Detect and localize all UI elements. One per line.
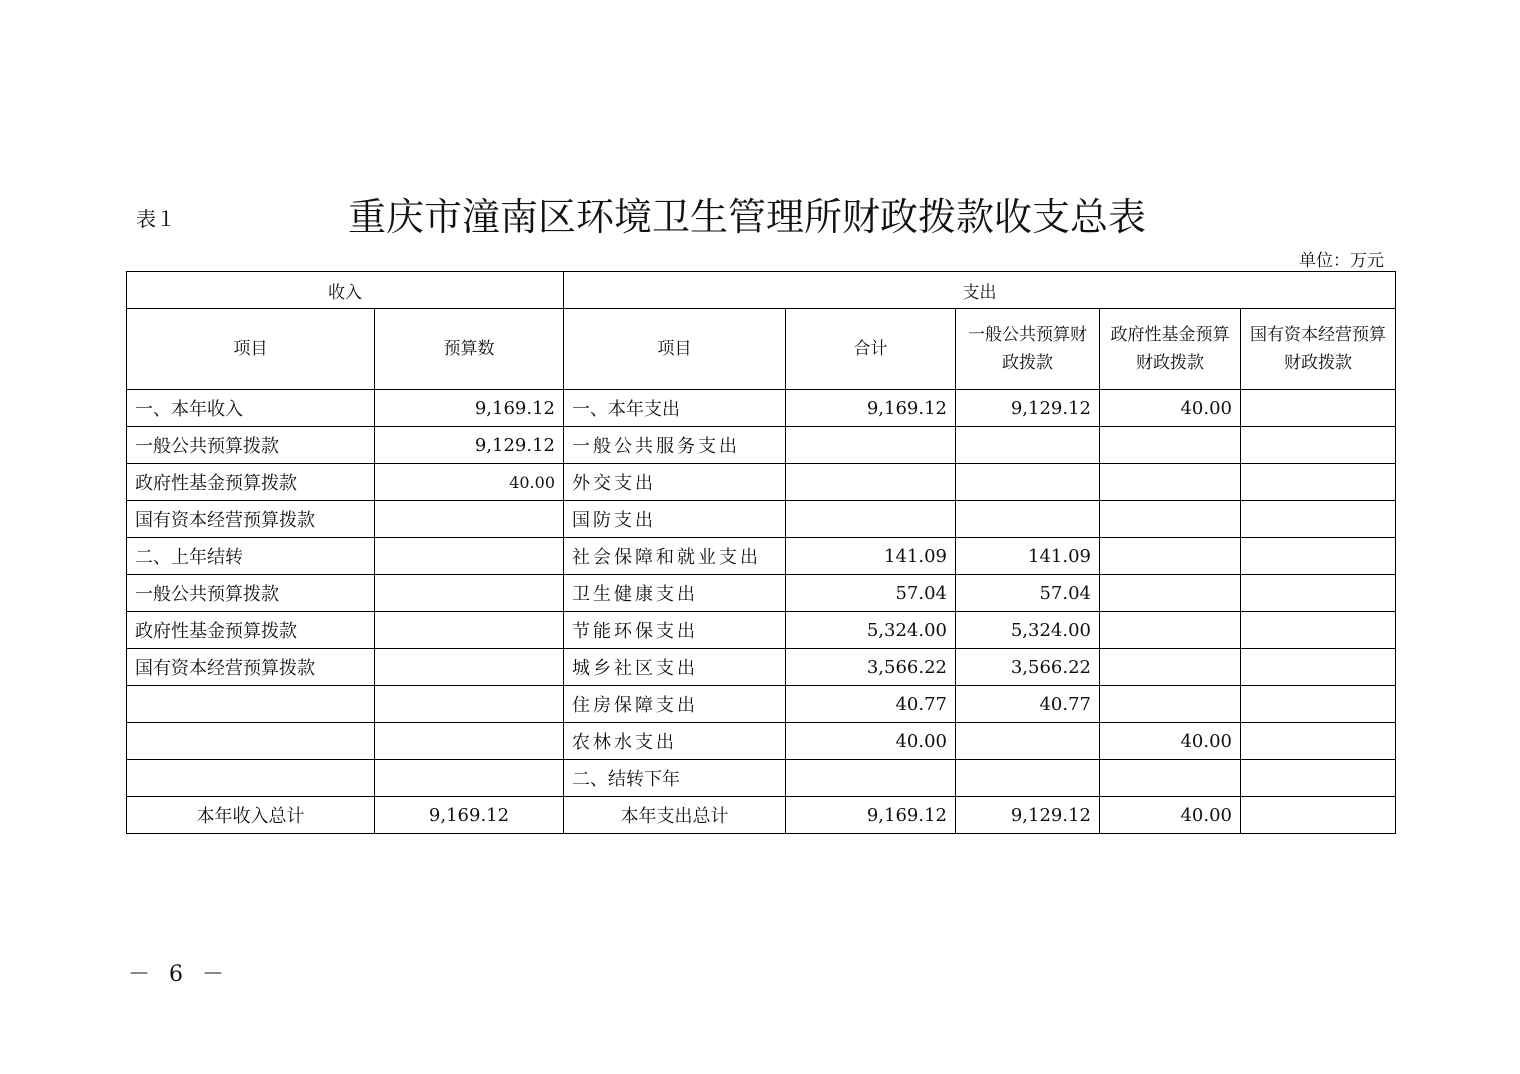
expense-total-cell: 57.04 bbox=[786, 575, 956, 612]
expense-item-cell: 社会保障和就业支出 bbox=[564, 538, 786, 575]
gov-fund-cell bbox=[1100, 464, 1241, 501]
expense-total-label: 本年支出总计 bbox=[564, 797, 786, 834]
table-row bbox=[127, 760, 1396, 797]
income-budget-cell bbox=[375, 612, 564, 649]
col-header-state-capital: 国有资本经营预算财政拨款 bbox=[1241, 309, 1396, 390]
expense-total-cell: 40.77 bbox=[786, 686, 956, 723]
state-capital-cell bbox=[1241, 464, 1396, 501]
state-capital-cell bbox=[1241, 538, 1396, 575]
expense-total-cell bbox=[786, 427, 956, 464]
income-item-cell: 一、本年收入 bbox=[127, 390, 375, 427]
table-row bbox=[127, 686, 1396, 723]
income-total-label: 本年收入总计 bbox=[127, 797, 375, 834]
income-item-cell: 国有资本经营预算拨款 bbox=[127, 649, 375, 686]
state-capital-cell bbox=[1241, 427, 1396, 464]
table-row bbox=[127, 390, 1396, 427]
income-budget-cell bbox=[375, 760, 564, 797]
general-public-cell: 3,566.22 bbox=[956, 649, 1100, 686]
col-header-total: 合计 bbox=[786, 309, 956, 390]
gov-fund-cell bbox=[1100, 649, 1241, 686]
gov-fund-cell: 40.00 bbox=[1100, 723, 1241, 760]
document-title: 重庆市潼南区环境卫生管理所财政拨款收支总表 bbox=[348, 195, 1147, 239]
general-public-cell: 57.04 bbox=[956, 575, 1100, 612]
income-item-cell: 国有资本经营预算拨款 bbox=[127, 501, 375, 538]
group-header-row bbox=[127, 272, 1396, 309]
expense-item-cell: 住房保障支出 bbox=[564, 686, 786, 723]
column-header-row bbox=[127, 309, 1396, 390]
income-budget-cell bbox=[375, 723, 564, 760]
table-body bbox=[127, 272, 1396, 834]
state-capital-cell bbox=[1241, 501, 1396, 538]
state-capital-cell bbox=[1241, 760, 1396, 797]
table-row bbox=[127, 649, 1396, 686]
state-capital-cell bbox=[1241, 723, 1396, 760]
state-capital-cell bbox=[1241, 575, 1396, 612]
table-label: 表１ bbox=[136, 207, 176, 231]
general-public-cell: 40.77 bbox=[956, 686, 1100, 723]
income-budget-cell bbox=[375, 575, 564, 612]
gov-fund-cell bbox=[1100, 501, 1241, 538]
general-public-cell bbox=[956, 464, 1100, 501]
income-item-cell bbox=[127, 760, 375, 797]
income-group-header: 收入 bbox=[127, 272, 564, 309]
table-row bbox=[127, 612, 1396, 649]
expense-item-cell: 一般公共服务支出 bbox=[564, 427, 786, 464]
state-capital-cell bbox=[1241, 649, 1396, 686]
expense-total-cell bbox=[786, 501, 956, 538]
expense-item-cell: 城乡社区支出 bbox=[564, 649, 786, 686]
expense-total-cell bbox=[786, 760, 956, 797]
table-row bbox=[127, 723, 1396, 760]
expense-total-cell: 5,324.00 bbox=[786, 612, 956, 649]
expense-item-cell: 国防支出 bbox=[564, 501, 786, 538]
state-capital-cell bbox=[1241, 390, 1396, 427]
income-item-cell: 政府性基金预算拨款 bbox=[127, 464, 375, 501]
col-header-expense-item: 项目 bbox=[564, 309, 786, 390]
gov-fund-cell bbox=[1100, 538, 1241, 575]
gov-fund-cell bbox=[1100, 427, 1241, 464]
income-budget-cell: 9,169.12 bbox=[375, 390, 564, 427]
table-row bbox=[127, 575, 1396, 612]
expense-group-header: 支出 bbox=[564, 272, 1396, 309]
expense-total-cell: 40.00 bbox=[786, 723, 956, 760]
income-item-cell: 二、上年结转 bbox=[127, 538, 375, 575]
page-number: － 6 － bbox=[128, 962, 230, 987]
expense-total-cell: 141.09 bbox=[786, 538, 956, 575]
expense-item-cell: 卫生健康支出 bbox=[564, 575, 786, 612]
table-row bbox=[127, 464, 1396, 501]
income-item-cell: 政府性基金预算拨款 bbox=[127, 612, 375, 649]
general-public-cell bbox=[956, 427, 1100, 464]
gov-fund-cell bbox=[1100, 612, 1241, 649]
table-row bbox=[127, 427, 1396, 464]
gov-fund-cell: 40.00 bbox=[1100, 390, 1241, 427]
income-budget-cell: 9,129.12 bbox=[375, 427, 564, 464]
state-capital-total bbox=[1241, 797, 1396, 834]
general-public-total: 9,129.12 bbox=[956, 797, 1100, 834]
table-row bbox=[127, 538, 1396, 575]
totals-row bbox=[127, 797, 1396, 834]
income-item-cell: 一般公共预算拨款 bbox=[127, 575, 375, 612]
state-capital-cell bbox=[1241, 612, 1396, 649]
gov-fund-cell bbox=[1100, 686, 1241, 723]
col-header-income-budget: 预算数 bbox=[375, 309, 564, 390]
general-public-cell bbox=[956, 760, 1100, 797]
income-item-cell bbox=[127, 686, 375, 723]
general-public-cell: 141.09 bbox=[956, 538, 1100, 575]
col-header-general-public: 一般公共预算财政拨款 bbox=[956, 309, 1100, 390]
expense-item-cell: 一、本年支出 bbox=[564, 390, 786, 427]
expense-item-cell: 农林水支出 bbox=[564, 723, 786, 760]
income-budget-cell bbox=[375, 649, 564, 686]
general-public-cell: 5,324.00 bbox=[956, 612, 1100, 649]
expense-item-cell: 外交支出 bbox=[564, 464, 786, 501]
expense-item-cell: 二、结转下年 bbox=[564, 760, 786, 797]
general-public-cell bbox=[956, 501, 1100, 538]
income-item-cell bbox=[127, 723, 375, 760]
income-budget-cell bbox=[375, 686, 564, 723]
gov-fund-cell bbox=[1100, 760, 1241, 797]
general-public-cell: 9,129.12 bbox=[956, 390, 1100, 427]
general-public-cell bbox=[956, 723, 1100, 760]
expense-total-value: 9,169.12 bbox=[786, 797, 956, 834]
gov-fund-cell bbox=[1100, 575, 1241, 612]
col-header-gov-fund: 政府性基金预算财政拨款 bbox=[1100, 309, 1241, 390]
income-budget-cell: 40.00 bbox=[375, 464, 564, 501]
budget-summary-table bbox=[126, 271, 1396, 834]
income-budget-cell bbox=[375, 501, 564, 538]
income-budget-cell bbox=[375, 538, 564, 575]
table-row bbox=[127, 501, 1396, 538]
expense-total-cell: 9,169.12 bbox=[786, 390, 956, 427]
income-total-value: 9,169.12 bbox=[375, 797, 564, 834]
state-capital-cell bbox=[1241, 686, 1396, 723]
col-header-income-item: 项目 bbox=[127, 309, 375, 390]
expense-total-cell: 3,566.22 bbox=[786, 649, 956, 686]
gov-fund-total: 40.00 bbox=[1100, 797, 1241, 834]
unit-label: 单位：万元 bbox=[1299, 251, 1384, 271]
income-item-cell: 一般公共预算拨款 bbox=[127, 427, 375, 464]
expense-item-cell: 节能环保支出 bbox=[564, 612, 786, 649]
expense-total-cell bbox=[786, 464, 956, 501]
